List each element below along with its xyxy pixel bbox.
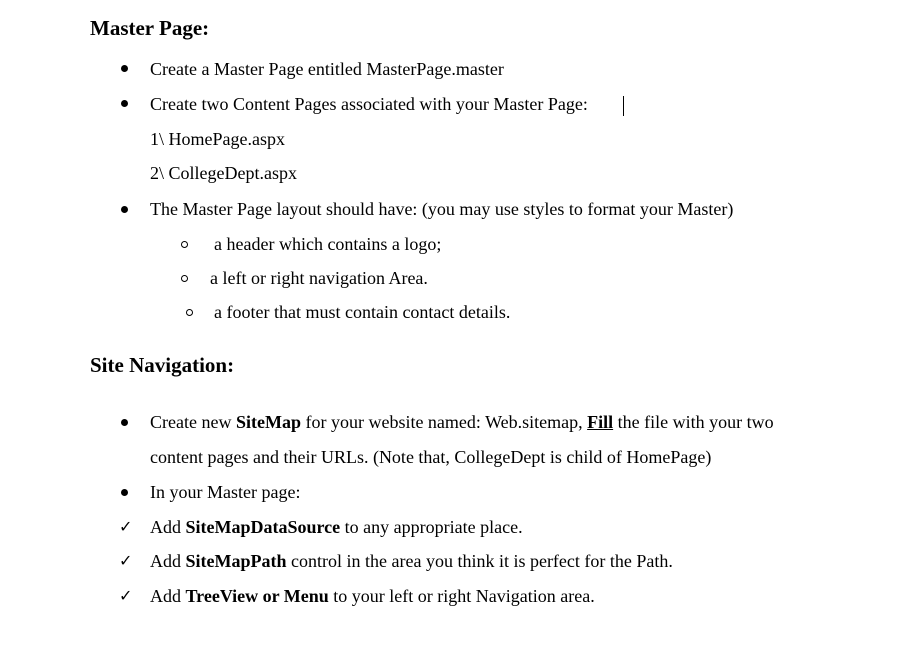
checkmark-icon: ✓ (119, 551, 133, 570)
content-page-homepage: 1\ HomePage.aspx (150, 129, 285, 149)
nav-item-master-intro: In your Master page: (150, 482, 301, 502)
bullet-icon (121, 100, 128, 107)
circle-bullet-icon (186, 309, 193, 316)
bullet-icon (121, 419, 128, 426)
master-item-create-master: Create a Master Page entitled MasterPage.master (150, 59, 504, 79)
checkmark-icon: ✓ (119, 517, 133, 536)
nav-item-sitemap: Create new SiteMap for your website named: Web.sitemap, Fill the file with your two (150, 412, 774, 432)
check-item-treeview-menu: Add TreeView or Menu to your left or right Navigation area. (150, 586, 595, 606)
circle-bullet-icon (181, 241, 188, 248)
layout-sub-header: a header which contains a logo; (214, 234, 442, 254)
bullet-icon (121, 206, 128, 213)
master-item-content-pages: Create two Content Pages associated with your Master Page: (150, 94, 588, 114)
nav-item-sitemap-continued: content pages and their URLs. (Note that, CollegeDept is child of HomePage) (150, 447, 712, 467)
layout-sub-footer: a footer that must contain contact details. (214, 302, 511, 322)
content-page-collegedept: 2\ CollegeDept.aspx (150, 163, 297, 183)
site-navigation-heading: Site Navigation: (90, 353, 235, 377)
fill-keyword: Fill (587, 412, 614, 432)
master-page-heading: Master Page: (90, 16, 210, 40)
circle-bullet-icon (181, 275, 188, 282)
check-item-sitemapdatasource: Add SiteMapDataSource to any appropriate place. (150, 517, 523, 537)
master-item-layout: The Master Page layout should have: (you may use styles to format your Master) (150, 199, 734, 219)
checkmark-icon: ✓ (119, 586, 133, 605)
layout-sub-navigation: a left or right navigation Area. (210, 268, 428, 288)
text-cursor (623, 96, 624, 116)
bullet-icon (121, 489, 128, 496)
check-item-sitemappath: Add SiteMapPath control in the area you think it is perfect for the Path. (150, 551, 673, 571)
bullet-icon (121, 65, 128, 72)
